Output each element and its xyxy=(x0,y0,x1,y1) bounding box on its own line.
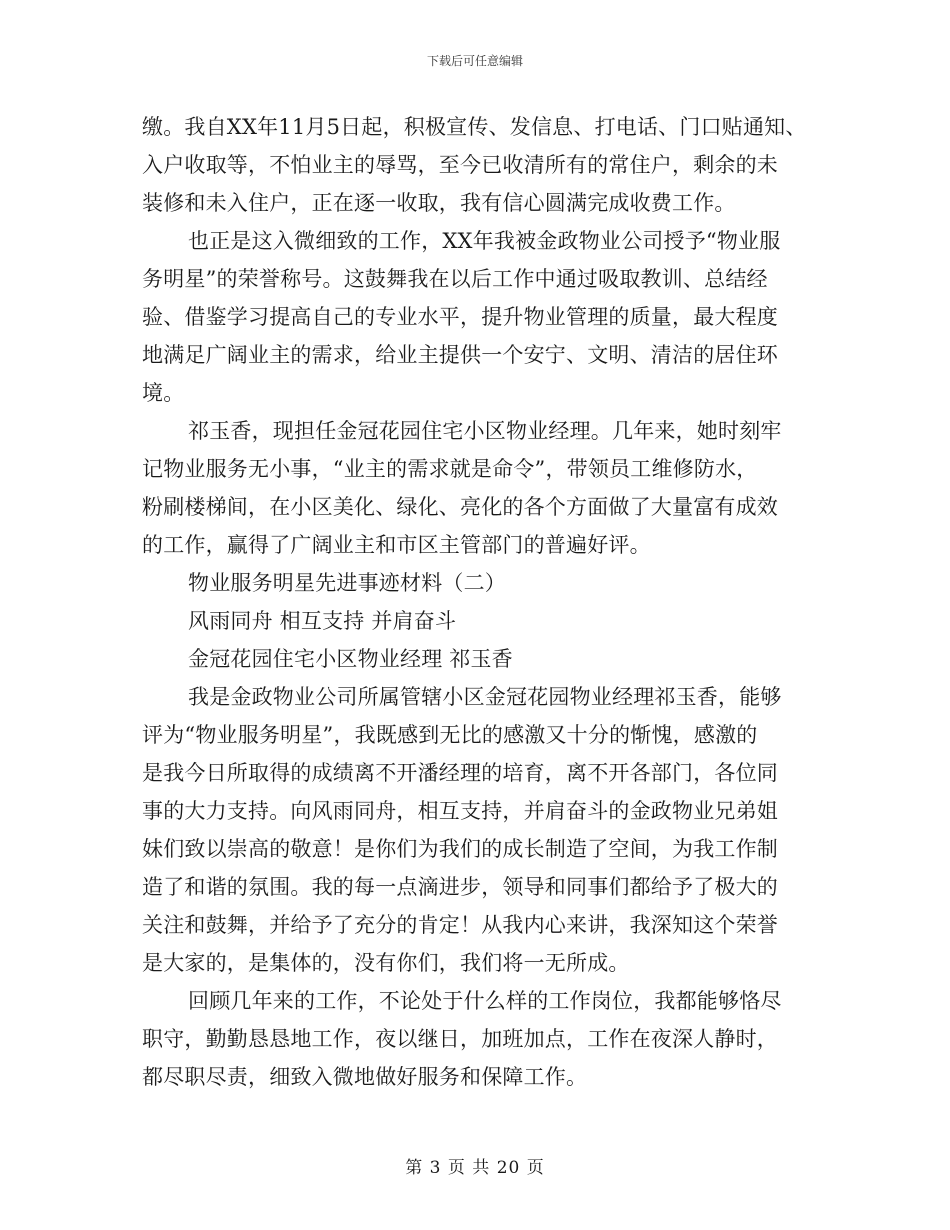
author-line: 金冠花园住宅小区物业经理 祁玉香 xyxy=(188,647,513,671)
text-line: 评为“物业服务明星”，我既感到无比的感激又十分的惭愧，感激的 xyxy=(142,723,758,747)
text-line: 地满足广阔业主的需求，给业主提供一个安宁、文明、清洁的居住环 xyxy=(142,343,778,367)
text-line: 缴。我自XX年11月5日起，积极宣传、发信息、打电话、门口贴通知、 xyxy=(142,115,807,139)
page-number: 第 3 页 共 20 页 xyxy=(405,1158,545,1178)
text-line: 关注和鼓舞，并给予了充分的肯定！从我内心来讲，我深知这个荣誉 xyxy=(142,913,778,937)
header-note: 下载后可任意编辑 xyxy=(426,54,523,68)
text-line: 妹们致以崇高的敬意！是你们为我们的成长制造了空间，为我工作制 xyxy=(142,837,778,861)
text-line: 记物业服务无小事，“业主的需求就是命令”，带领员工维修防水， xyxy=(142,457,758,481)
text-line: 回顾几年来的工作，不论处于什么样的工作岗位，我都能够恪尽 xyxy=(188,989,782,1013)
text-line: 也正是这入微细致的工作，XX年我被金政物业公司授予“物业服 xyxy=(188,229,781,253)
text-line: 是大家的，是集体的，没有你们，我们将一无所成。 xyxy=(142,951,630,975)
text-line: 境。 xyxy=(142,381,185,405)
text-line: 装修和未入住户，正在逐一收取，我有信心圆满完成收费工作。 xyxy=(142,191,736,215)
document-body xyxy=(142,108,832,1096)
text-line: 验、借鉴学习提高自己的专业水平，提升物业管理的质量，最大程度 xyxy=(142,305,778,329)
text-line: 入户收取等，不怕业主的辱骂，至今已收清所有的常住户，剩余的未 xyxy=(142,153,778,177)
text-line: 造了和谐的氛围。我的每一点滴进步，领导和同事们都给予了极大的 xyxy=(142,875,778,899)
text-line: 是我今日所取得的成绩离不开潘经理的培育，离不开各部门，各位同 xyxy=(142,761,778,785)
text-line: 我是金政物业公司所属管辖小区金冠花园物业经理祁玉香，能够 xyxy=(188,685,782,709)
text-line: 都尽职尽责，细致入微地做好服务和保障工作。 xyxy=(142,1065,588,1089)
section-subtitle: 风雨同舟 相互支持 并肩奋斗 xyxy=(188,609,457,633)
section-heading: 物业服务明星先进事迹材料（二） xyxy=(188,571,506,595)
text-line: 务明星”的荣誉称号。这鼓舞我在以后工作中通过吸取教训、总结经 xyxy=(142,267,768,291)
text-line: 事的大力支持。向风雨同舟，相互支持，并肩奋斗的金政物业兄弟姐 xyxy=(142,799,778,823)
text-line: 粉刷楼梯间，在小区美化、绿化、亮化的各个方面做了大量富有成效 xyxy=(142,495,778,519)
text-line: 祁玉香，现担任金冠花园住宅小区物业经理。几年来，她时刻牢 xyxy=(188,419,782,443)
text-line: 的工作，赢得了广阔业主和市区主管部门的普遍好评。 xyxy=(142,533,651,557)
text-line: 职守，勤勤恳恳地工作，夜以继日，加班加点，工作在夜深人静时， xyxy=(142,1027,778,1051)
